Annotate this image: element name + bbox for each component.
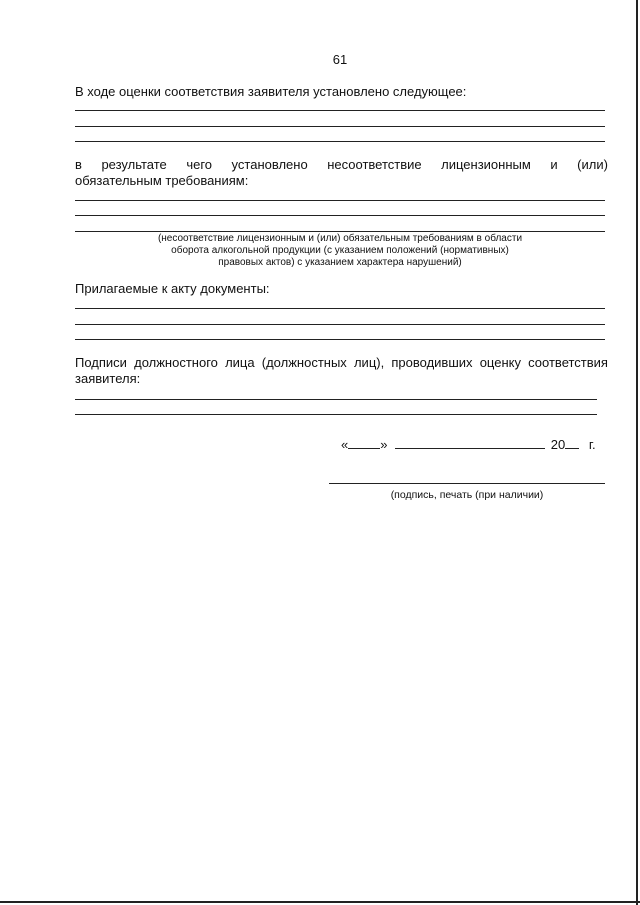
page-number: 61 bbox=[332, 52, 348, 67]
word: соответствия bbox=[528, 355, 608, 370]
signature-caption: (подпись, печать (при наличии) bbox=[390, 489, 544, 501]
word: должностного bbox=[134, 355, 218, 370]
word: (или) bbox=[577, 157, 608, 172]
assessment-fill-line-1 bbox=[75, 110, 605, 111]
signatures-line-1 bbox=[75, 355, 608, 371]
nonconformity-line-1 bbox=[75, 157, 608, 173]
caption-line: оборота алкогольной продукции (с указанием положений (нормативных) bbox=[171, 245, 509, 256]
date-open-quote: « bbox=[341, 437, 349, 452]
word: в bbox=[75, 157, 82, 172]
signatures-fill-line-2 bbox=[75, 414, 597, 415]
word: оценку bbox=[479, 355, 521, 370]
word: лица bbox=[225, 355, 255, 370]
nonconformity-fill-line-3 bbox=[75, 231, 605, 232]
word: лиц), bbox=[353, 355, 385, 370]
attachments-fill-line-2 bbox=[75, 324, 605, 325]
word: результате bbox=[101, 157, 167, 172]
word: несоответствие bbox=[327, 157, 422, 172]
attachments-fill-line-3 bbox=[75, 339, 605, 340]
nonconformity-caption bbox=[75, 233, 605, 269]
caption-line: (несоответствие лицензионным и (или) обязательным требованиям в области bbox=[157, 233, 523, 244]
word: проводивших bbox=[391, 355, 473, 370]
nonconformity-line-2: обязательным требованиям: bbox=[75, 173, 249, 188]
date-day-blank bbox=[348, 436, 380, 449]
date-close-quote: » bbox=[380, 437, 388, 452]
assessment-heading: В ходе оценки соответствия заявителя установлено следующее: bbox=[75, 84, 467, 99]
word: (должностных bbox=[261, 355, 347, 370]
word: Подписи bbox=[75, 355, 127, 370]
signature-fill-line bbox=[329, 483, 605, 484]
caption-line: правовых актов) с указанием характера нарушений) bbox=[218, 257, 462, 268]
attachments-heading: Прилагаемые к акту документы: bbox=[75, 281, 270, 296]
word: и bbox=[550, 157, 558, 172]
assessment-fill-line-2 bbox=[75, 126, 605, 127]
signatures-line-2: заявителя: bbox=[75, 371, 141, 386]
scan-edge-right bbox=[636, 0, 638, 905]
scan-edge-bottom bbox=[0, 901, 640, 903]
nonconformity-fill-line-2 bbox=[75, 215, 605, 216]
date-year-suffix: г. bbox=[588, 437, 596, 452]
date-year-prefix: 20 bbox=[550, 437, 566, 452]
word: лицензионным bbox=[441, 157, 531, 172]
word: чего bbox=[186, 157, 213, 172]
attachments-fill-line-1 bbox=[75, 308, 605, 309]
signatures-fill-line-1 bbox=[75, 399, 597, 400]
date-month-blank bbox=[395, 436, 545, 449]
nonconformity-fill-line-1 bbox=[75, 200, 605, 201]
date-line bbox=[341, 436, 596, 453]
date-year-blank bbox=[565, 436, 579, 449]
word: установлено bbox=[231, 157, 308, 172]
assessment-fill-line-3 bbox=[75, 141, 605, 142]
